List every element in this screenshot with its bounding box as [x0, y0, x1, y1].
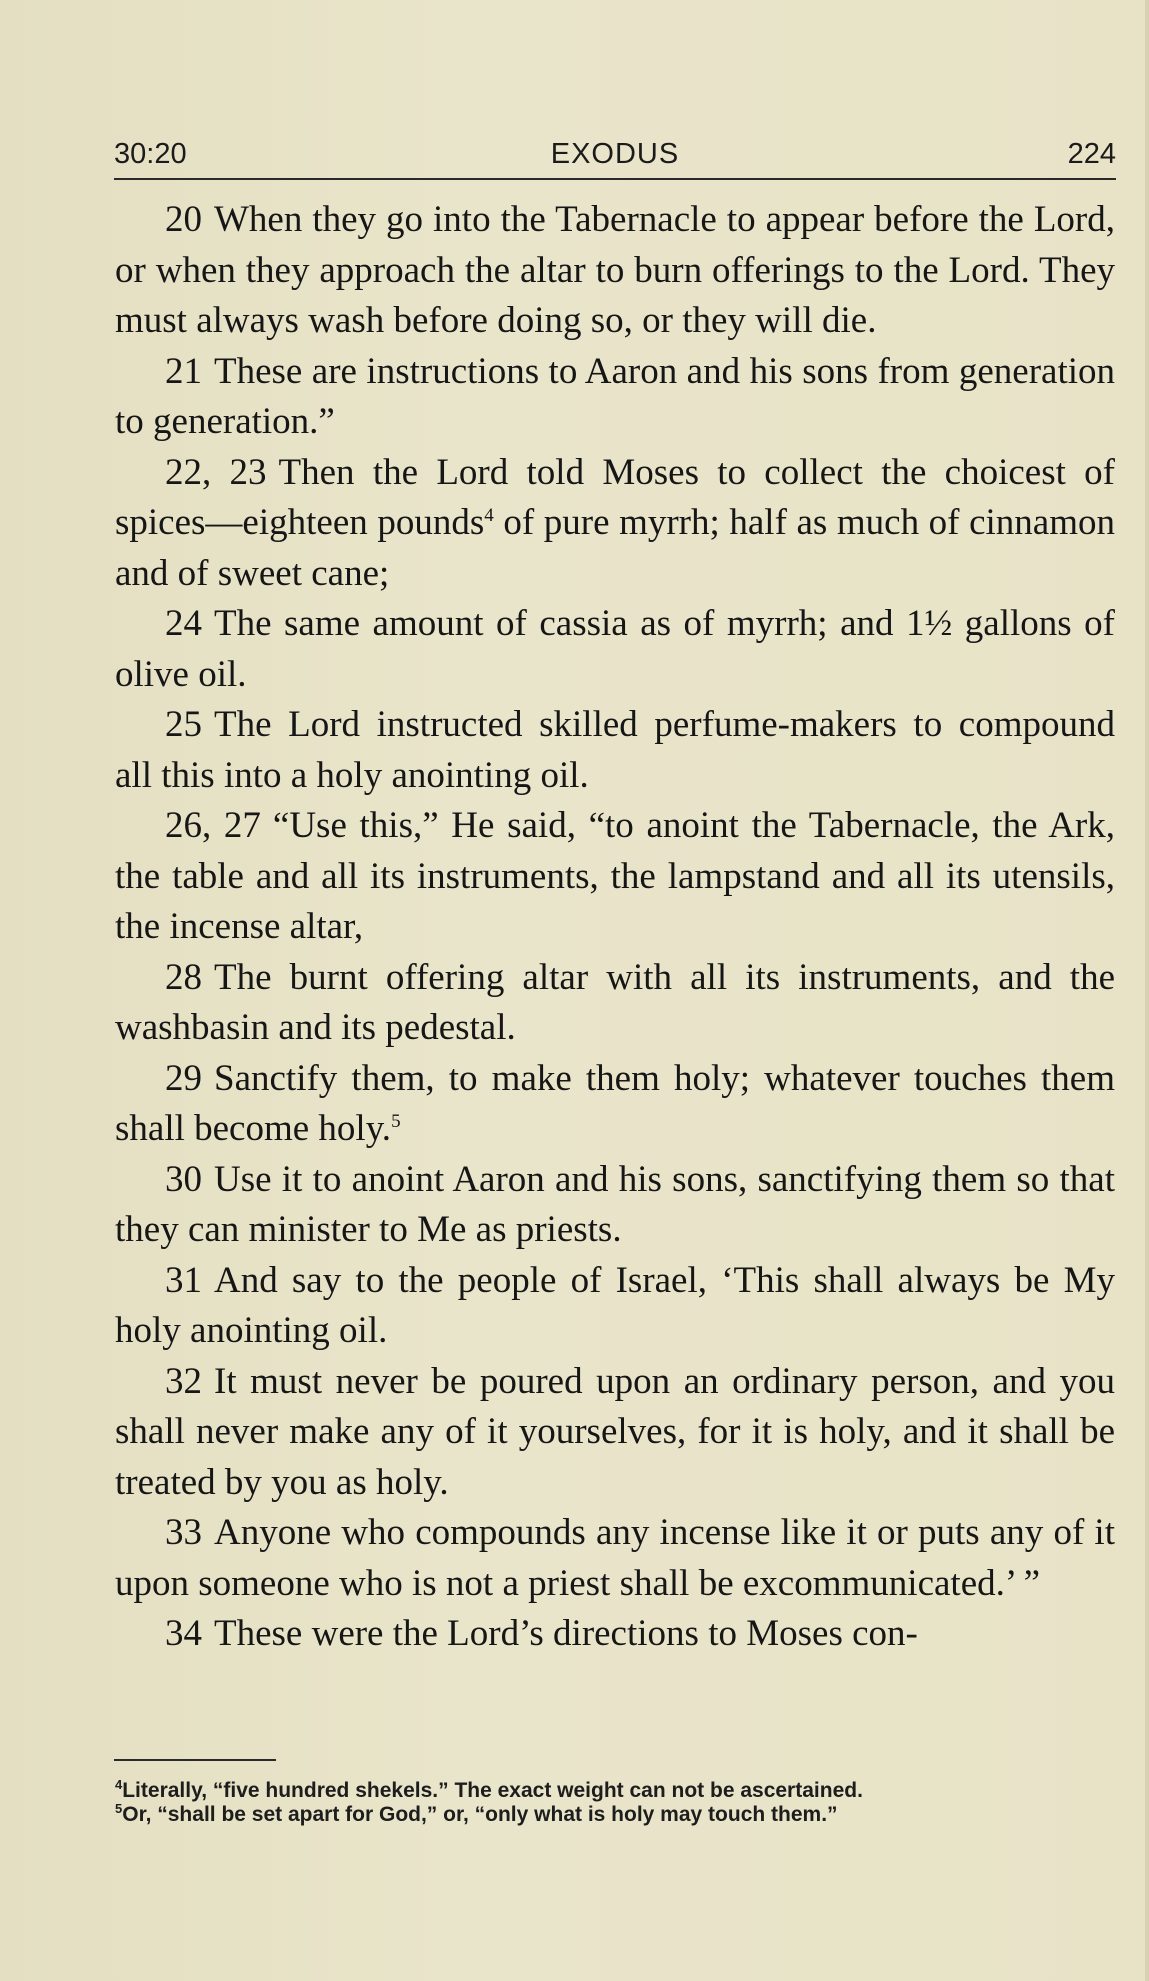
- verse-text: It must never be poured upon an ordinary person, and you shall never make any of it yourselves, for it is holy, and it shall be treated by you as holy.: [115, 1360, 1115, 1503]
- footnote-marker[interactable]: 5: [391, 1111, 401, 1132]
- chapter-verse-reference: 30:20: [114, 138, 187, 170]
- verse-text: And say to the people of Israel, ‘This shall always be My holy anointing oil.: [115, 1259, 1115, 1351]
- verse-number: 25: [165, 704, 202, 745]
- footnote-divider: [114, 1759, 276, 1761]
- page-edge: [1145, 0, 1149, 1981]
- verse-32: [115, 1357, 1115, 1509]
- scripture-text: [115, 195, 1115, 1660]
- verse-26-27: [115, 801, 1115, 953]
- verse-text: When they go into the Tabernacle to appear before the Lord, or when they approach the altar to burn offerings to the Lord. They must always wash before doing so, or they will die.: [115, 199, 1115, 341]
- verse-text: Use it to anoint Aaron and his sons, sanctifying them so that they can minister to Me as priests.: [115, 1158, 1115, 1250]
- verse-number: 28: [165, 956, 202, 998]
- verse-31: [115, 1256, 1115, 1357]
- footnotes: [115, 1779, 1115, 1827]
- verse-text: The burnt offering altar with all its instruments, and the washbasin and its pedestal.: [115, 956, 1115, 1048]
- verse-text: The Lord instructed skilled perfume-makers to compound all this into a holy anointing oil.: [115, 704, 1115, 796]
- verse-20: [115, 195, 1115, 347]
- verse-text: Then the Lord told Moses to collect the choicest of spices—eighteen pounds: [115, 451, 1115, 543]
- verse-number: 34: [165, 1613, 202, 1654]
- verse-29: [115, 1054, 1115, 1155]
- verse-21: [115, 347, 1115, 448]
- footnote-5: [115, 1803, 1115, 1827]
- page-number: 224: [1067, 138, 1116, 170]
- verse-33: [115, 1508, 1115, 1609]
- footnote-text: Or, “shall be set apart for God,” or, “only what is holy may touch them.”: [122, 1803, 838, 1826]
- verse-text-continued: of pure myrrh; half as much of cinnamon and of sweet cane;: [115, 502, 1115, 594]
- verse-25: [115, 700, 1115, 801]
- verse-text: The same amount of cassia as of myrrh; and 1½ gallons of olive oil.: [115, 603, 1115, 695]
- verse-number: 29: [165, 1057, 202, 1099]
- verse-number: 20: [165, 199, 202, 240]
- footnote-marker[interactable]: 4: [484, 505, 494, 526]
- verse-number: 26, 27: [165, 805, 261, 846]
- footnote-mark: 5: [115, 1801, 123, 1816]
- verse-text: “Use this,” He said, “to anoint the Tabernacle, the Ark, the table and all its instruments, the lampstand and all its utensils, the incense altar,: [115, 805, 1115, 947]
- verse-text: These were the Lord’s directions to Moses con-: [214, 1613, 918, 1654]
- verse-34: [115, 1609, 1115, 1660]
- verse-number: 30: [165, 1158, 202, 1200]
- verse-text: Sanctify them, to make them holy; whatever touches them shall become holy.: [115, 1057, 1115, 1149]
- footnote-mark: 4: [115, 1777, 123, 1792]
- running-header: [114, 138, 1116, 178]
- verse-30: [115, 1155, 1115, 1256]
- verse-number: 32: [165, 1360, 202, 1402]
- book-title: EXODUS: [550, 138, 680, 170]
- verse-number: 21: [165, 350, 202, 392]
- verse-number: 31: [165, 1259, 202, 1301]
- footnote-text: Literally, “five hundred shekels.” The exact weight can not be ascertained.: [122, 1779, 863, 1802]
- verse-number: 22, 23: [165, 451, 267, 493]
- verse-text: These are instructions to Aaron and his sons from generation to generation.”: [115, 350, 1115, 442]
- footnote-4: [115, 1779, 1115, 1803]
- header-divider: [114, 178, 1116, 180]
- verse-24: [115, 599, 1115, 700]
- verse-number: 24: [165, 603, 202, 644]
- verse-number: 33: [165, 1512, 202, 1553]
- verse-text: Anyone who compounds any incense like it or puts any of it upon someone who is not a priest shall be excommunicated.’ ”: [115, 1512, 1115, 1604]
- verse-28: [115, 953, 1115, 1054]
- verse-22-23: [115, 448, 1115, 600]
